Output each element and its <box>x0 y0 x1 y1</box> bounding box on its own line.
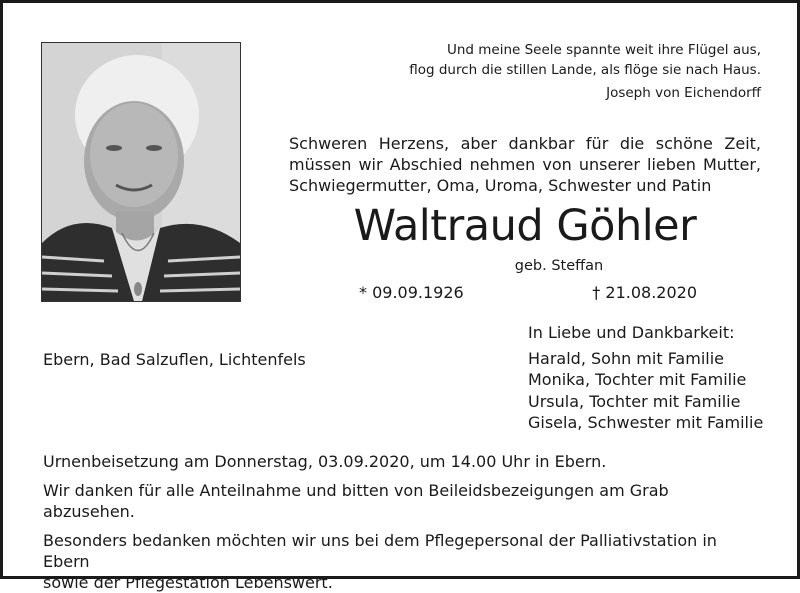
mourner-entry: Harald, Sohn mit Familie <box>528 348 724 368</box>
portrait-photo <box>41 42 241 302</box>
mourners-heading: In Liebe und Dankbarkeit: <box>528 323 735 342</box>
burial-notice: Urnenbeisetzung am Donnerstag, 03.09.2020, um 14.00 Uhr in Ebern. <box>43 452 607 471</box>
quote-line: Und meine Seele spannte weit ihre Flügel aus, <box>446 42 761 58</box>
footer-notes <box>43 451 765 593</box>
portrait-illustration <box>42 43 240 301</box>
places-text: Ebern, Bad Salzuflen, Lichtenfels <box>43 350 306 369</box>
mourner-entry: Gisela, Schwester mit Familie <box>528 413 764 432</box>
intro-line: Schweren Herzens, aber dankbar für die schöne Zeit, <box>289 134 761 153</box>
special-thanks-line: Besonders bedanken möchten wir uns bei dem Pflegepersonal der Palliativstation in Ebern <box>43 531 717 571</box>
intro-text <box>289 133 761 196</box>
deceased-name: Waltraud Göhler <box>353 201 697 251</box>
special-thanks-line: sowie der Pflegestation Lebenswert. <box>43 573 333 592</box>
mourner-entry: Monika, Tochter mit Familie <box>528 370 747 389</box>
thanks-notice: Wir danken für alle Anteilnahme und bitten von Beileidsbezeigungen am Grab abzusehen. <box>43 481 669 521</box>
intro-line: müssen wir Abschied nehmen von unserer lieben Mutter, <box>289 155 761 174</box>
poem-quote <box>303 40 761 103</box>
birth-date: * 09.09.1926 <box>359 283 464 302</box>
maiden-name: geb. Steffan <box>514 258 604 274</box>
quote-author: Joseph von Eichendorff <box>606 85 761 101</box>
death-date: † 21.08.2020 <box>592 283 697 302</box>
quote-line: flog durch die stillen Lande, als flöge sie nach Haus. <box>409 62 761 78</box>
mourner-entry: Ursula, Tochter mit Familie <box>528 391 741 411</box>
mourners-list <box>528 322 768 434</box>
intro-line: Schwiegermutter, Oma, Uroma, Schwester und Patin <box>289 176 712 195</box>
